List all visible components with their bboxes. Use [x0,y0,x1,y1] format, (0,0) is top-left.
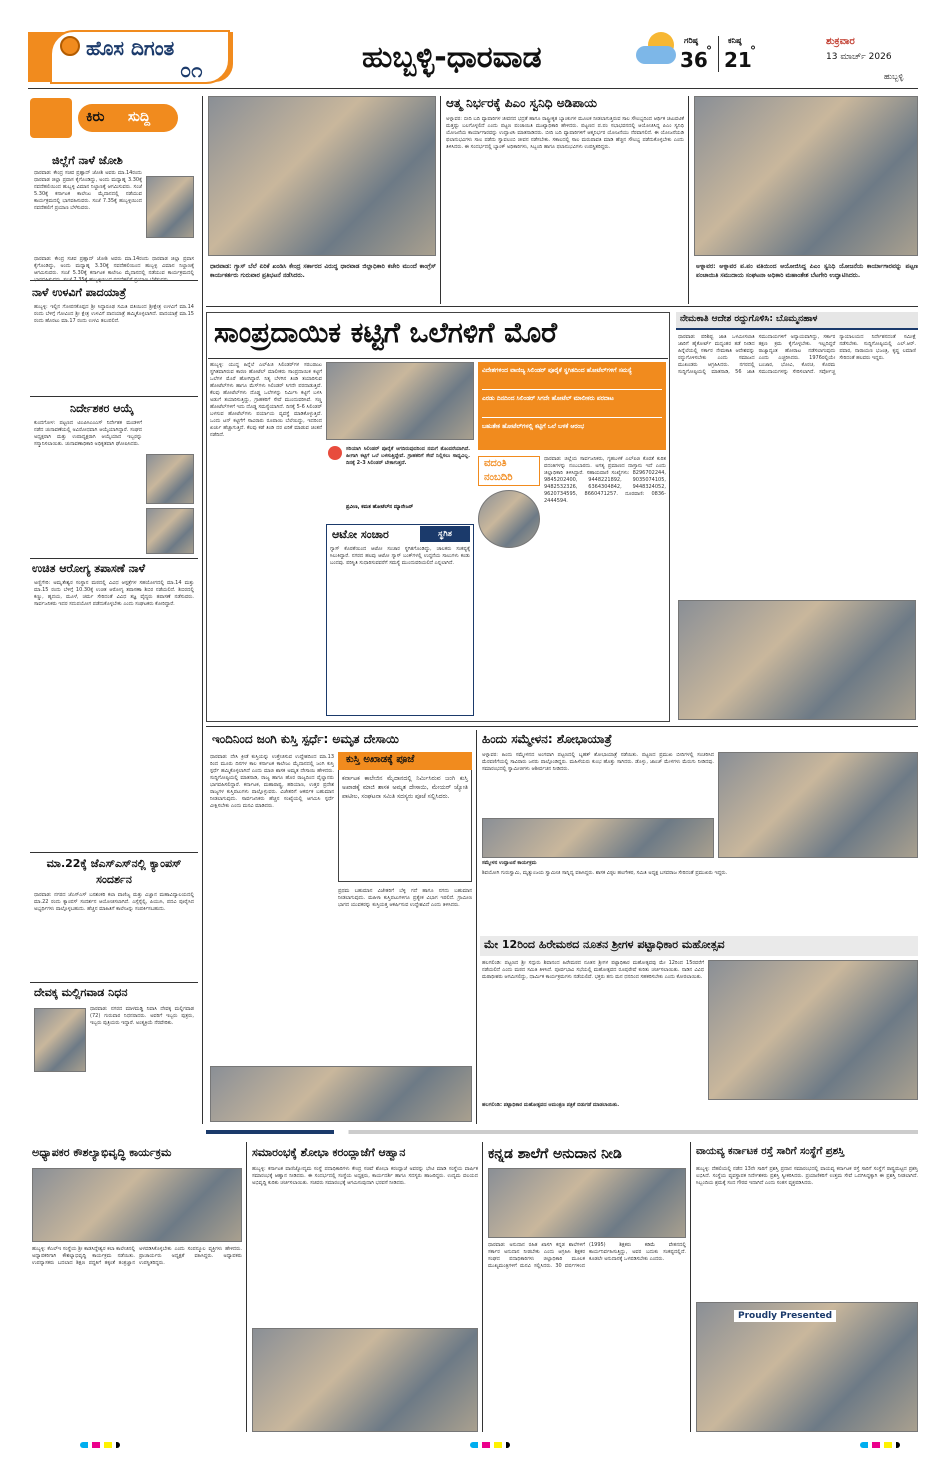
appointment-photo [678,600,916,720]
bottom-1-photo [32,1168,242,1242]
joshi-photo [146,176,194,238]
kiru-header [30,96,198,144]
lead-bullet-1-text: ವಿದೇಶಗಳಿಂದ ವಾಣಿಜ್ಯ ಸಿಲಿಂಡರ್ ಪೂರೈಕೆ ಸ್ಥಗಿತದಿಂದ ಹೋಟೆಲ್‌ಗಳಿಗೆ ಸಮಸ್ಯೆ [482,367,632,374]
left-rule-5 [30,982,198,983]
reg-dot-right [860,1442,900,1448]
lead-headline: ಸಾಂಪ್ರದಾಯಿಕ ಕಟ್ಟಿಗೆ ಒಲೆಗಳಿಗೆ ಮೊರೆ [214,316,558,349]
left-story-3-head: ನಿರ್ದೇಶಕರ ಆಯ್ಕೆ [70,402,134,415]
left-story-5-body: ಧಾರವಾಡ: ನಗರದ ಜೆಎಸ್‌ಎಸ್ ಬನಶಂಕರಿ ಕಲಾ ವಾಣಿಜ್ಯ ಮತ್ತು ವಿಜ್ಞಾನ ಮಹಾವಿದ್ಯಾಲಯದಲ್ಲಿ ಮಾ.22 ರಂದು ಕ್ಯಾಂಪಸ್ ಸಂದರ್ಶನ ಆಯೋಜಿಸಲಾಗಿದೆ. ಎಸ್ಸೆಸ್ಸೆಲ್ಸಿ, ಪಿಯುಸಿ, ಪದವಿ ಪೂರೈಸಿದ ಅಭ್ಯರ್ಥಿಗಳು ಪಾಲ್ಗೊಳ್ಳಬಹುದು. ಹೆಚ್ಚಿನ ಮಾಹಿತಿಗೆ ಕಾಲೇಜನ್ನು ಸಂಪರ್ಕಿಸಬಹುದು. [34,892,194,912]
pattadhikara-body: ಹಲಗಲಿಂಡಿ: ಪಟ್ಟಣದ ಶ್ರೀ ಸದ್ಗುರು ಶಿವಾನಂದ ಹಿರೇಮಠದ ನೂತನ ಶ್ರೀಗಳ ಪಟ್ಟಾಧಿಕಾರ ಮಹೋತ್ಸವವು ಮೇ 12ರಿಂದ 15ರವರೆಗೆ ನಡೆಯಲಿದೆ ಎಂದು ಮಠದ ಸಮಿತಿ ತಿಳಿಸಿದೆ. ಪೂರ್ವಭಾವಿ ಸಭೆಯಲ್ಲಿ ಮಹೋತ್ಸವದ ರೂಪುರೇಷೆ ಕುರಿತು ಚರ್ಚಿಸಲಾಯಿತು. ನಾಡಿನ ವಿವಿಧ ಮಠಾಧೀಶರು ಆಗಮಿಸಲಿದ್ದು, ಧಾರ್ಮಿಕ ಕಾರ್ಯಕ್ರಮಗಳು ನಡೆಯಲಿವೆ. ಭಕ್ತರು ತನು ಮನ ಧನದಿಂದ ಸಹಕರಿಸಬೇಕು ಎಂದು ಕೋರಲಾಯಿತು. [482,960,704,980]
left-story-3-body: ಕುಂದಗೋಳ: ಪಟ್ಟಣದ ಟಿಎಪಿಸಿಎಂಎಸ್ ನಿರ್ದೇಶಕ ಮಂಡಳಿಗೆ ನಡೆದ ಚುನಾವಣೆಯಲ್ಲಿ ಅವಿರೋಧವಾಗಿ ಆಯ್ಕೆಯಾಗಿದ್ದಾರೆ. ಸಂಘದ ಅಧ್ಯಕ್ಷರಾಗಿ ಮತ್ತು ಉಪಾಧ್ಯಕ್ಷರಾಗಿ ಆಯ್ಕೆಯಾದ ಇಬ್ಬರನ್ನು ಸನ್ಮಾನಿಸಲಾಯಿತು. ಚುನಾವಣಾಧಿಕಾರಿ ಅಧಿಕೃತವಾಗಿ ಘೋಷಿಸಿದರು. [34,420,142,447]
lead-bullet-2-text: ಎರಡು ದಿನದಿಂದ ಸಿಲಿಂಡರ್ ಸಿಗದೇ ಹೋಟೆಲ್ ಮಾಲೀಕರು ಪರದಾಟ [482,395,614,402]
bottom-4-head: ವಾಯವ್ಯ ಕರ್ನಾಟಕ ರಸ್ತೆ ಸಾರಿಗೆ ಸಂಸ್ಥೆಗೆ ಪ್ರಶಸ್ತಿ [696,1146,845,1157]
left-story-2-body: ಹುಬ್ಬಳ್ಳಿ: ಇಲ್ಲಿನ ಗೋಪನಕೊಪ್ಪದ ಶ್ರೀ ಸಿದ್ಧಾರೂಢ ಸಮಿತಿ ವತಿಯಿಂದ ಶ್ರೀಕ್ಷೇತ್ರ ಉಳವಿಗೆ ಮಾ.14 ರಂದು ಬೆಳಿಗ್ಗೆ ಗೋವಿಂದ ಶ್ರೀ ಕ್ಷೇತ್ರ ಉಳವಿಗೆ ಪಾದಯಾತ್ರೆ ಹಮ್ಮಿಕೊಳ್ಳಲಾಗಿದೆ. ಪಾದಯಾತ್ರೆ ಮಾ.15 ರಂದು ಹೊರಟು ಮಾ.17 ರಂದು ಉಳವಿ ತಲುಪಲಿದೆ. [34,304,194,324]
bottom-2-photo [252,1328,478,1432]
side-heading-b: ನಂಬದಿರಿ [484,472,513,483]
bottom-divider-3 [690,1142,691,1432]
side-heading-a: ವದಂತಿ [484,458,507,469]
bottom-3-head: ಕನ್ನಡ ಶಾಲೆಗೆ ಅನುದಾನ ನೀಡಿ [488,1146,622,1162]
bottom-1-head: ಅಧ್ಯಾಪಕರ ಕೌಶಲ್ಯಾಭಿವೃದ್ಧಿ ಕಾರ್ಯಕ್ರಮ [32,1146,172,1159]
auto-tag [420,526,470,542]
bottom-3-photo [488,1168,686,1238]
hindu-ceremony-photo [718,752,918,858]
quote-mark-icon [328,446,342,460]
left-column-divider [202,96,203,1124]
hindu-caption: ಸಮ್ಮೇಳನ ಉದ್ಘಾಟನೆ ಕಾರ್ಯಕ್ರಮ [482,860,537,866]
lead-body: ಹುಬ್ಬಳ್ಳಿ: ಯುದ್ಧ ಹಿನ್ನೆಲೆ ಎಲ್‌ಪಿಜಿ ಸಿಲಿಂಡರ್‌ಗಳ ಸರಬರಾಜು ಸ್ಥಗಿತವಾಗಿರುವ ಕಾರಣ ಹೋಟೆಲ್ ಮಾಲೀಕರು ಸಾಂಪ್ರದಾಯಿಕ ಕಟ್ಟಿಗೆ ಒಲೆಗಳ ಮೊರೆ ಹೋಗಿದ್ದಾರೆ. ನಿತ್ಯ ಬೆಳಗಿನ ತಿಂಡಿ ತಯಾರಿಸುವ ಹೋಟೆಲ್‌ಗಳು ಹಾಗೂ ಮೆಸ್‌ಗಳು ಸಿಲಿಂಡರ್ ಸಿಗದೇ ಪರದಾಡುತ್ತಿವೆ. ಕೆಲವು ಹೋಟೆಲ್‌ಗಳು ದೊಡ್ಡ ಒಲೆಗಳನ್ನು ನಿರ್ಮಿಸಿ ಕಟ್ಟಿಗೆ ಬಳಸಿ ಅಡುಗೆ ತಯಾರಿಸುತ್ತಿದ್ದು, ಗ್ರಾಹಕರಿಗೆ ಸೇವೆ ಮುಂದುವರಿಸಿವೆ. ಸಣ್ಣ ಹೋಟೆಲ್‌ಗಳಿಗೆ ಇದು ದೊಡ್ಡ ಸಮಸ್ಯೆಯಾಗಿದೆ. ದಿನಕ್ಕೆ 5-6 ಸಿಲಿಂಡರ್ ಬಳಸುವ ಹೋಟೆಲ್‌ಗಳು ಪರ್ಯಾಯ ವ್ಯವಸ್ಥೆ ಮಾಡಿಕೊಳ್ಳುತ್ತಿವೆ. ಒಂದು ಟನ್ ಕಟ್ಟಿಗೆಗೆ ಸಾವಿರಾರು ರೂಪಾಯಿ ಬೆಲೆಯಿದ್ದು, ಇದರಿಂದ ಖರ್ಚು ಹೆಚ್ಚಾಗುತ್ತಿದೆ. ಕೆಲವು ಕಡೆ ತಿಂಡಿ ದರ ಏರಿಕೆ ಮಾಡುವ ಚಿಂತನೆ ನಡೆದಿದೆ. [210,362,322,438]
left-story-1-head: ಜಿಲ್ಲೆಗೆ ನಾಳೆ ಜೋಶಿ [52,154,123,167]
quote-body: ಸರಿಯಾಗಿ ಸಿಲಿಂಡರ್ ಪೂರೈಕೆ ಆಗದಿರುವುದರಿಂದ ನಮಗೆ ತೊಂದರೆಯಾಗಿದೆ. ಹೀಗಾಗಿ ಕಟ್ಟಿಗೆ ಒಲೆ ಬಳಸುತ್ತಿದ್ದೇವೆ. ಗ್ರಾಹಕರಿಗೆ ಸೇವೆ ನಿಲ್ಲಿಸಲು ಸಾಧ್ಯವಿಲ್ಲ. ದಿನಕ್ಕೆ 2-3 ಸಿಲಿಂಡರ್ ಬೇಕಾಗುತ್ತದೆ. [346,446,470,466]
mid-divider [476,730,477,1124]
side-official-photo [478,490,540,548]
section-divider-strip [206,1130,918,1134]
left-rule-1 [30,280,198,281]
hand-icon [30,98,72,138]
temp-min-label: ಕನಿಷ್ಠ [728,36,742,45]
left-rule-4 [30,852,198,853]
left-rule-3 [30,558,198,559]
pattadhikara-head: ಮೇ 12ರಿಂದ ಹಿರೇಮಠದ ನೂತನ ಶ್ರೀಗಳ ಪಟ್ಟಾಧಿಕಾರ ಮಹೋತ್ಸವ [484,938,725,951]
city-title: ಹುಬ್ಬಳ್ಳಿ-ಧಾರವಾಡ [362,40,542,75]
svanidhi-body: ಅಳ್ನಾವರ: ಬೀದಿ ಬದಿ ವ್ಯಾಪಾರಿಗಳ ಜೀವನದ ಭದ್ರತೆ ಹಾಗೂ ರಾಷ್ಟ್ರೀಕೃತ ಬ್ಯಾಂಕುಗಳ ಮೂಲಕ ನೀಡಲಾಗುತ್ತಿರುವ ಸಾಲ ಸೌಲಭ್ಯದಿಂದ ಆರ್ಥಿಕ ಚಟುವಟಿಕೆ ಮತ್ತಷ್ಟು ಬಲಗೊಳ್ಳಲಿದೆ ಎಂದು ಪಟ್ಟಣ ಪಂಚಾಯಿತಿ ಮುಖ್ಯಾಧಿಕಾರಿ ಹೇಳಿದರು. ಪಟ್ಟಣದ ಪ.ಪಂ ಸಭಾಭವನದಲ್ಲಿ ಆಯೋಜಿಸಿದ್ದ ಪಿಎಂ ಸ್ವನಿಧಿ ಯೋಜನೆಯ ಕಾರ್ಯಾಗಾರವನ್ನು ಉದ್ಘಾಟಿಸಿ ಮಾತನಾಡಿದರು. ಬೀದಿ ಬದಿ ವ್ಯಾಪಾರಿಗಳಿಗೆ ಆತ್ಮನಿರ್ಭರ ಯೋಜನೆಯು ನೆರವಾಗಲಿದೆ. ಈ ಯೋಜನೆಯಡಿ ಫಲಾನುಭವಿಗಳು ಸಾಲ ಪಡೆದು ಸ್ವಾವಲಂಬಿ ಜೀವನ ನಡೆಸಬೇಕು. ಸಕಾಲದಲ್ಲಿ ಸಾಲ ಮರುಪಾವತಿ ಮಾಡಿ ಹೆಚ್ಚಿನ ಸೌಲಭ್ಯ ಪಡೆದುಕೊಳ್ಳಬೇಕು ಎಂದು ತಿಳಿಸಿದರು. ಈ ಸಂದರ್ಭದಲ್ಲಿ ಬ್ಯಾಂಕ್ ಅಧಿಕಾರಿಗಳು, ಸಿಬ್ಬಂದಿ ಹಾಗೂ ಫಲಾನುಭವಿಗಳು ಉಪಸ್ಥಿತರಿದ್ದರು. [446,116,684,150]
hindu-body-2: ಶಿವಯೋಗಿ ಗುರುಸ್ವಾಮಿ, ಮೃತ್ಯುಂಜಯ ಸ್ವಾಮೀಜಿ ಸಾನ್ನಿಧ್ಯ ವಹಿಸಿದ್ದರು. ಶಾಸಕ ವಿಠ್ಠಲ ಹಲಗೇಕರ, ಸಮಿತಿ ಅಧ್ಯಕ್ಷ ಬಸವರಾಜ ಸೇರಿದಂತೆ ಪ್ರಮುಖರು ಇದ್ದರು. [482,870,728,876]
director-photo-2 [146,508,194,554]
logo-emblem-icon [60,36,80,56]
reg-dot-center [470,1442,510,1448]
top-row-rule [206,306,918,307]
protest-caption: ಧಾರವಾಡ: ಗ್ಯಾಸ್ ಬೆಲೆ ಏರಿಕೆ ಖಂಡಿಸಿ ಕೇಂದ್ರ ಸರ್ಕಾರದ ವಿರುದ್ಧ ಧಾರವಾಡ ಜಿಲ್ಲಾಧಿಕಾರಿ ಕಚೇರಿ ಮುಂದೆ ಕಾಂಗ್ರೆಸ್ ಕಾರ್ಯಕರ್ತರು ಗುರುವಾರ ಪ್ರತಿಭಟನೆ ನಡೆಸಿದರು. [210,263,436,279]
side-body: ಧಾರವಾಡ: ಜಿಲ್ಲೆಯ ಸಾರ್ವಜನಿಕರು, ಗೃಹಬಳಕೆ ಎಲ್‌ಪಿಜಿ ಕೊರತೆ ಕುರಿತ ವದಂತಿಗಳನ್ನು ನಂಬಬಾರದು. ಅಗತ್ಯ ಪ್ರಮಾಣದ ದಾಸ್ತಾನು ಇದೆ ಎಂದು ಜಿಲ್ಲಾಧಿಕಾರಿ ತಿಳಿಸಿದ್ದಾರೆ. ಸಹಾಯವಾಣಿ ಸಂಖ್ಯೆಗಳು: 8296702244, 9845202400, 9448221892, 9035074105, 9482532326, 6364304842, 9448324052, 9620734595, 8660471257. ದೂರವಾಣಿ: 0836-2444594. [544,456,666,504]
quote-name: ಪ್ರವೀಣ, ಕಮತ ಹೋಟೆಲ್‌ನ ಮ್ಯಾನೇಜರ್ [346,504,414,510]
left-story-4-body: ಅಣ್ಣಿಗೇರಿ: ಅಮೃತೇಶ್ವರ ಸಂಸ್ಥಾನ ಮಠದಲ್ಲಿ ವಿವಿಧ ಆಸ್ಪತ್ರೆಗಳ ಸಹಯೋಗದಲ್ಲಿ ಮಾ.14 ಮತ್ತು ಮಾ.15 ರಂದು ಬೆಳಿಗ್ಗೆ 10.30ಕ್ಕೆ ಉಚಿತ ಆರೋಗ್ಯ ತಪಾಸಣಾ ಶಿಬಿರ ನಡೆಯಲಿದೆ. ಶಿಬಿರದಲ್ಲಿ ಕಣ್ಣು, ಹೃದಯ, ಮೂಳೆ, ಚರ್ಮ ಸೇರಿದಂತೆ ವಿವಿಧ ತಜ್ಞ ವೈದ್ಯರು ತಪಾಸಣೆ ನಡೆಸುವರು. ಸಾರ್ವಜನಿಕರು ಇದರ ಸದುಪಯೋಗ ಪಡೆದುಕೊಳ್ಳಬೇಕು ಎಂದು ಸಂಘಟಕರು ಕೋರಿದ್ದಾರೆ. [34,580,194,607]
hindu-head: ಹಿಂದು ಸಮ್ಮೇಳನ: ಶೋಭಾಯಾತ್ರೆ [482,732,612,746]
workshop-caption: ಅಳ್ನಾವರ: ಅಳ್ನಾವರ ಪ.ಪಂ ವತಿಯಿಂದ ಆಯೋಜಿಸಿದ್ದ ಪಿಎಂ ಸ್ವನಿಧಿ ಯೋಜನೆಯ ಕಾರ್ಯಾಗಾರವನ್ನು ಪಟ್ಟಣ ಪಂಚಾಯಿತಿ ಸಮುದಾಯ ಸಂಘಟನಾ ಅಧಿಕಾರಿ ಮಹಾಂತೇಶ ಬೆಟಗೇರಿ ಉದ್ಘಾಟಿಸಿದರು. [696,263,918,279]
temp-min-deg: ° [750,44,756,58]
masthead [0,0,945,92]
firewood-stove-photo [326,362,474,440]
kusti-story-body-2: ಪ್ರಥಮ ಬಹುಮಾನ ವಿಜೇತರಿಗೆ ಬೆಳ್ಳಿ ಗದೆ ಹಾಗೂ ನಗದು ಬಹುಮಾನ ನೀಡಲಾಗುವುದು. ಮಹಿಳಾ ಕುಸ್ತಿಪಟುಗಳಿಗೂ ಪ್ರತ್ಯೇಕ ವಿಭಾಗ ಇರಲಿದೆ. ಗ್ರಾಮೀಣ ಭಾಗದ ಯುವಕರನ್ನು ಕುಸ್ತಿಯತ್ತ ಆಕರ್ಷಿಸುವ ಉದ್ದೇಶವಿದೆ ಎಂದು ತಿಳಿಸಿದರು. [338,888,472,908]
left-story-6-body: ಧಾರವಾಡ: ನಗರದ ಮಾಳಮಡ್ಡಿ ನಿವಾಸಿ ದೇವಕ್ಕ ಮಲ್ಲಿಗವಾಡ (72) ಗುರುವಾರ ನಿಧನರಾದರು. ಅವರಿಗೆ ಇಬ್ಬರು ಪುತ್ರರು, ಇಬ್ಬರು ಪುತ್ರಿಯರು ಇದ್ದಾರೆ. ಅಂತ್ಯಕ್ರಿಯೆ ನೆರವೇರಿತು. [90,1006,194,1026]
protest-photo [208,96,436,256]
auto-title: ಆಟೋ ಸಂಚಾರ [332,528,389,541]
auto-body: ಗ್ಯಾಸ್ ಕೊರತೆಯಿಂದ ಆಟೋ ಸಂಚಾರ ಸ್ಥಗಿತಗೊಂಡಿದ್ದು, ಚಾಲಕರು ಸಂಕಷ್ಟಕ್ಕೆ ಸಿಲುಕಿದ್ದಾರೆ. ನಗರದ ಹಲವು ಆಟೋ ಗ್ಯಾಸ್ ಬಂಕ್‌ಗಳಲ್ಲಿ ಉದ್ದನೆಯ ಸಾಲುಗಳು ಕಂಡು ಬಂದವು. ಪರಿಸ್ಥಿತಿ ಸುಧಾರಿಸುವವರೆಗೆ ಸಮಸ್ಯೆ ಮುಂದುವರಿಯಲಿದೆ ಎನ್ನಲಾಗಿದೆ. [330,546,470,566]
obituary-photo [34,1008,86,1072]
lead-bullet-1 [482,366,662,390]
left-story-1-body-cont: ಧಾರವಾಡ: ಕೇಂದ್ರ ಸಚಿವ ಪ್ರಹ್ಲಾದ್ ಜೋಶಿ ಅವರು ಮಾ.14ರಂದು ಧಾರವಾಡ ಜಿಲ್ಲಾ ಪ್ರವಾಸ ಕೈಗೊಂಡಿದ್ದು, ಅಂದು ಮಧ್ಯಾಹ್ನ 3.30ಕ್ಕೆ ನವದೆಹಲಿಯಿಂದ ಹುಬ್ಬಳ್ಳಿ ವಿಮಾನ ನಿಲ್ದಾಣಕ್ಕೆ ಆಗಮಿಸುವರು. ಸಂಜೆ 5.30ಕ್ಕೆ ಕರ್ನಾಟಕ ಕಾಲೇಜು ಮೈದಾನದಲ್ಲಿ ನಡೆಯುವ ಕಾರ್ಯಕ್ರಮದಲ್ಲಿ [34,256,194,276]
reg-dot-left [80,1442,120,1448]
temp-min: 21 [724,48,752,72]
appointment-body: ಧಾರವಾಡ: ಪರಿಶಿಷ್ಟ ಜಾತಿ ಒಳಮೀಸಲಾತಿ ಜಾರಿಗೆ ಹೈಕೋರ್ಟ್ ಮಧ್ಯಂತರ ತಡೆ ನೀಡಿದ ಹಿನ್ನೆಲೆಯಲ್ಲಿ ಸರ್ಕಾರ ನೇಮಕಾತಿ ಆದೇಶವನ್ನು ರದ್ದುಗೊಳಿಸಬೇಕು ಎಂದು ಸಮಾಜದ ಮುಖಂಡರು ಆಗ್ರಹಿಸಿದರು. ನಗರದಲ್ಲಿ ಸುದ್ದಿಗೋಷ್ಠಿಯಲ್ಲಿ ಮಾತನಾಡಿ, 56 ಜಾತಿ ಸಮುದಾಯಗಳಿಗೆ ಅನ್ಯಾಯವಾಗಿದ್ದು, ಸರ್ಕಾರ ತಕ್ಷಣ ಕ್ರಮ ಕೈಗೊಳ್ಳಬೇಕು. ಇಲ್ಲದಿದ್ದರೆ ರಾಜ್ಯಾದ್ಯಂತ ಹೋರಾಟ ನಡೆಸಲಾಗುವುದು ಎಂದು ಎಚ್ಚರಿಸಿದರು. 1976ರಲ್ಲಿಯೇ ಬಂಜಾರ, ಭೋವಿ, ಕೊರಚ, ಕೊರಮ ಸಮುದಾಯಗಳನ್ನು ಸೇರಿಸಲಾಗಿದೆ. ಸರ್ವೋಚ್ಚ ನ್ಯಾಯಾಲಯದ ನಿರ್ದೇಶನದಂತೆ ಸಮೀಕ್ಷೆ ನಡೆಸಬೇಕು. ಸುದ್ದಿಗೋಷ್ಠಿಯಲ್ಲಿ ಎಲ್.ಆರ್. ಪವಾರ, ನಾರಾಯಣ ಭಜಂತ್ರಿ, ಕೃಷ್ಣ ಲಮಾಣಿ ಸೇರಿದಂತೆ ಹಲವರು ಇದ್ದರು. [678,334,916,375]
left-story-1-body: ಧಾರವಾಡ: ಕೇಂದ್ರ ಸಚಿವ ಪ್ರಹ್ಲಾದ್ ಜೋಶಿ ಅವರು ಮಾ.14ರಂದು ಧಾರವಾಡ ಜಿಲ್ಲಾ ಪ್ರವಾಸ ಕೈಗೊಂಡಿದ್ದು, ಅಂದು ಮಧ್ಯಾಹ್ನ 3.30ಕ್ಕೆ ನವದೆಹಲಿಯಿಂದ ಹುಬ್ಬಳ್ಳಿ ವಿಮಾನ ನಿಲ್ದಾಣಕ್ಕೆ ಆಗಮಿಸುವರು. ಸಂಜೆ 5.30ಕ್ಕೆ ಕರ್ನಾಟಕ ಕಾಲೇಜು ಮೈದಾನದಲ್ಲಿ ನಡೆಯುವ ಕಾರ್ಯಕ್ರಮದಲ್ಲಿ ಭಾಗವಹಿಸುವರು. ಸಂಜೆ 7.35ಕ್ಕೆ ಹುಬ್ಬಳ್ಳಿಯಿಂದ ನವದೆಹಲಿಗೆ ಪ್ರಯಾಣ ಬೆಳೆಸುವರು. [34,170,142,211]
lead-bullet-3 [482,422,662,446]
date-label: 13 ಮಾರ್ಚ್ 2026 [826,52,892,62]
bottom-3-body: ಧಾರವಾಡ: ಅನುದಾನ ರಹಿತ ಖಾಸಗಿ ಕನ್ನಡ ಶಾಲೆಗಳಿಗೆ ಸರ್ಕಾರ ಅನುದಾನ ನೀಡಬೇಕು ಎಂದು ಆಗ್ರಹಿಸಿ ಶಿಕ್ಷಕರ ಸಂಘದ ಪದಾಧಿಕಾರಿಗಳು ಜಿಲ್ಲಾಧಿಕಾರಿ ಮೂಲಕ ಮುಖ್ಯಮಂತ್ರಿಗಳಿಗೆ ಮನವಿ ಸಲ್ಲಿಸಿದರು. 30 ವರ್ಷಗಳಿಂದ (1995) ಶಿಕ್ಷಕರು ಕಡಿಮೆ ವೇತನದಲ್ಲಿ ಕಾರ್ಯನಿರ್ವಹಿಸುತ್ತಿದ್ದು, ಅವರ ಬದುಕು ಸಂಕಷ್ಟದಲ್ಲಿದೆ. ಕೂಡಲೇ ಅನುದಾನಕ್ಕೆ ಒಳಪಡಿಸಬೇಕು ಎಂದರು. [488,1242,686,1269]
left-story-5-head: ಮಾ.22ಕ್ಕೆ ಜೆಎಸ್‌ಎಸ್‌ನಲ್ಲಿ ಕ್ಯಾಂಪಸ್ ಸಂದರ್ಶನ [46,857,182,886]
left-story-2-head: ನಾಳೆ ಉಳವಿಗೆ ಪಾದಯಾತ್ರೆ [32,286,127,299]
temp-max-deg: ° [706,44,712,58]
director-photo-1 [146,454,194,504]
left-story-4-head: ಉಚಿತ ಆರೋಗ್ಯ ತಪಾಸಣೆ ನಾಳೆ [32,562,146,575]
hindu-dignitaries-photo [482,818,714,858]
temp-max: 36 [680,48,708,72]
left-rule-2 [30,396,198,397]
mid-row-rule [206,726,918,727]
bottom-1-body: ಹುಬ್ಬಳ್ಳಿ: ಕೆಎಲ್‌ಇ ಸಂಸ್ಥೆಯ ಶ್ರೀ ಕಾಡಸಿದ್ಧೇಶ್ವರ ಕಲಾ ಕಾಲೇಜಿನಲ್ಲಿ ಅಧ್ಯಾಪಕರಿಗಾಗಿ ಕೌಶಲ್ಯಾಭಿವೃದ್ಧಿ ಕಾರ್ಯಕ್ರಮ ನಡೆಯಿತು. ಉಪನ್ಯಾಸಕರು ಬದಲಾದ ಶಿಕ್ಷಣ ಪದ್ಧತಿಗೆ ತಕ್ಕಂತೆ ತಂತ್ರಜ್ಞಾನ ಅಳವಡಿಸಿಕೊಳ್ಳಬೇಕು ಎಂದು ಸಂಪನ್ಮೂಲ ವ್ಯಕ್ತಿಗಳು ಹೇಳಿದರು. ಪ್ರಾಚಾರ್ಯರು ಅಧ್ಯಕ್ಷತೆ ವಹಿಸಿದ್ದರು. ಅಧ್ಯಾಪಕರು ಉಪಸ್ಥಿತರಿದ್ದರು. [32,1246,242,1266]
auto-tag-text: ಸ್ಥಗಿತ [438,529,452,538]
bottom-divider-2 [482,1142,483,1432]
lead-head-rule [208,358,668,359]
temp-max-label: ಗರಿಷ್ಠ [684,36,698,45]
page-number: ೦೧ [180,58,203,82]
bottom-divider-1 [246,1142,247,1432]
hindu-body: ಅಳ್ನಾವರ: ಹಿಂದು ಸಮ್ಮೇಳನದ ಅಂಗವಾಗಿ ಪಟ್ಟಣದಲ್ಲಿ ಬೃಹತ್ ಶೋಭಾಯಾತ್ರೆ ನಡೆಯಿತು. ಪಟ್ಟಣದ ಪ್ರಮುಖ ಬೀದಿಗಳಲ್ಲಿ ಸಂಚರಿಸಿದ ಮೆರವಣಿಗೆಯಲ್ಲಿ ಸಾವಿರಾರು ಜನರು ಪಾಲ್ಗೊಂಡಿದ್ದರು. ಮಹಿಳೆಯರು ಕುಂಭ ಹೊತ್ತು ಸಾಗಿದರು. ಡೊಳ್ಳು, ಜಾಂಜ್ ಮೇಳಗಳು ಮೆರುಗು ನೀಡಿದವು. ಸಮಾರಂಭದಲ್ಲಿ ಸ್ವಾಮೀಜಿಗಳು ಆಶೀರ್ವಚನ ನೀಡಿದರು. [482,752,714,772]
svanidhi-head: ಆತ್ಮ ನಿರ್ಭರಕ್ಕೆ ಪಿಎಂ ಸ್ವನಿಧಿ ಅಡಿಪಾಯ [446,96,597,110]
bottom-2-head: ಸಮಾರಂಭಕ್ಕೆ ಶೋಭಾ ಕರಂದ್ಲಾಜೆಗೆ ಆಹ್ವಾನ [252,1146,406,1159]
kusti-box-body: ಕರ್ನಾಟಕ ಕಾಲೇಜಿನ ಮೈದಾನದಲ್ಲಿ ನಿರ್ಮಿಸಿರುವ ಜಂಗಿ ಕುಸ್ತಿ ಅಖಾಡಕ್ಕೆ ಮಾಜಿ ಶಾಸಕ ಅಮೃತ ದೇಸಾಯಿ, ಮೇಯರ್ ಜ್ಯೋತಿ ಪಾಟೀಲ, ಸಂಘಟನಾ ಸಮಿತಿ ಸದಸ್ಯರು ಪೂಜೆ ಸಲ್ಲಿಸಿದರು. [342,775,468,800]
temp-divider [718,36,719,72]
edition-label: ಹುಬ್ಬಳ್ಳಿ [884,72,904,81]
kusti-story-body: ಧಾರವಾಡ: ದೇಸಿ ಕ್ರೀಡೆ ಕುಸ್ತಿಯನ್ನು ಉತ್ತೇಜಿಸುವ ಉದ್ದೇಶದಿಂದ ಮಾ.13 ರಿಂದ ಮೂರು ದಿನಗಳ ಕಾಲ ಕರ್ನಾಟಕ ಕಾಲೇಜು ಮೈದಾನದಲ್ಲಿ ಜಂಗಿ ಕುಸ್ತಿ ಸ್ಪರ್ಧೆ ಹಮ್ಮಿಕೊಳ್ಳಲಾಗಿದೆ ಎಂದು ಮಾಜಿ ಶಾಸಕ ಅಮೃತ ದೇಸಾಯಿ ಹೇಳಿದರು. ಸುದ್ದಿಗೋಷ್ಠಿಯಲ್ಲಿ ಮಾತನಾಡಿ, ರಾಜ್ಯ ಹಾಗೂ ಹೊರ ರಾಜ್ಯದಿಂದ ಪೈಲ್ವಾನರು ಭಾಗವಹಿಸಲಿದ್ದಾರೆ. ಕರ್ನಾಟಕ, ಮಹಾರಾಷ್ಟ್ರ, ಹರಿಯಾಣ, ಉತ್ತರ ಪ್ರದೇಶ ರಾಜ್ಯಗಳ ಕುಸ್ತಿಪಟುಗಳು ಪಾಲ್ಗೊಳ್ಳುವರು. ವಿಜೇತರಿಗೆ ಆಕರ್ಷಕ ಬಹುಮಾನ ನೀಡಲಾಗುವುದು. ಸಾರ್ವಜನಿಕರು ಹೆಚ್ಚಿನ ಸಂಖ್ಯೆಯಲ್ಲಿ ಆಗಮಿಸಿ ಸ್ಪರ್ಧೆ ವೀಕ್ಷಿಸಬೇಕು ಎಂದು ಮನವಿ ಮಾಡಿದರು. [210,754,334,809]
appointment-head: ನೇಮಕಾತಿ ಆದೇಶ ರದ್ದುಗೊಳಿಸಿ: ಬೊಮ್ಮನಹಾಳ [680,314,818,324]
left-story-6-head: ದೇವಕ್ಕ ಮಲ್ಲಿಗವಾಡ ನಿಧನ [34,986,128,999]
kiru-title-a: ಕಿರು [86,109,105,125]
bottom-4-body: ಹುಬ್ಬಳ್ಳಿ: ದೆಹಲಿಯಲ್ಲಿ ನಡೆದ 13ನೇ ಸಾರಿಗೆ ಪ್ರಶಸ್ತಿ ಪ್ರದಾನ ಸಮಾರಂಭದಲ್ಲಿ ವಾಯವ್ಯ ಕರ್ನಾಟಕ ರಸ್ತೆ ಸಾರಿಗೆ ಸಂಸ್ಥೆಗೆ ರಾಷ್ಟ್ರಮಟ್ಟದ ಪ್ರಶಸ್ತಿ ಲಭಿಸಿದೆ. ಸಂಸ್ಥೆಯ ವ್ಯವಸ್ಥಾಪಕ ನಿರ್ದೇಶಕರು ಪ್ರಶಸ್ತಿ ಸ್ವೀಕರಿಸಿದರು. ಪ್ರಯಾಣಿಕರಿಗೆ ಉತ್ತಮ ಸೇವೆ ಒದಗಿಸಿದ್ದಕ್ಕಾಗಿ ಈ ಪ್ರಶಸ್ತಿ ನೀಡಲಾಗಿದೆ. ಸಿಬ್ಬಂದಿಯ ಶ್ರಮಕ್ಕೆ ಸಂದ ಗೌರವ ಇದಾಗಿದೆ ಎಂದು ಸಂತಸ ವ್ಯಕ್ತಪಡಿಸಿದರು. [696,1166,918,1186]
lead-bullet-2 [482,394,662,418]
logo-text: ಹೊಸ ದಿಗಂತ [86,36,175,60]
top-divider-1 [440,96,441,304]
bottom-2-body: ಹುಬ್ಬಳ್ಳಿ: ಕರ್ನಾಟಕ ವಾಣಿಜ್ಯೋದ್ಯಮ ಸಂಸ್ಥೆ ಪದಾಧಿಕಾರಿಗಳು ಕೇಂದ್ರ ಸಚಿವೆ ಶೋಭಾ ಕರಂದ್ಲಾಜೆ ಅವರನ್ನು ಭೇಟಿ ಮಾಡಿ ಸಂಸ್ಥೆಯ ವಾರ್ಷಿಕ ಸಮಾರಂಭಕ್ಕೆ ಆಹ್ವಾನ ನೀಡಿದರು. ಈ ಸಂದರ್ಭದಲ್ಲಿ ಸಂಸ್ಥೆಯ ಅಧ್ಯಕ್ಷರು, ಕಾರ್ಯದರ್ಶಿ ಹಾಗೂ ಸದಸ್ಯರು ಹಾಜರಿದ್ದರು. ಉದ್ಯಮ ವಲಯದ ಅಭಿವೃದ್ಧಿ ಕುರಿತು ಚರ್ಚಿಸಲಾಯಿತು. ಸಚಿವರು ಸಮಾರಂಭಕ್ಕೆ ಆಗಮಿಸುವುದಾಗಿ ಭರವಸೆ ನೀಡಿದರು. [252,1166,478,1186]
pattadhikara-photo [708,960,918,1100]
workshop-photo [694,96,918,256]
lead-bullet-3-text: ಬಹುತೇಕ ಹೋಟೆಲ್‌ಗಳಲ್ಲಿ ಕಟ್ಟಿಗೆ ಒಲೆ ಬಳಕೆ ಆರಂಭ [482,423,585,430]
pattadhikara-caption: ಹಲಗಲಿಂಡಿ: ಪಟ್ಟಾಧಿಕಾರ ಮಹೋತ್ಸವದ ಆಮಂತ್ರಣ ಪತ್ರಿಕೆ ಬಿಡುಗಡೆ ಮಾಡಲಾಯಿತು. [482,1102,620,1108]
kiru-title-b: ಸುದ್ದಿ [128,109,151,125]
masthead-rule [28,88,918,89]
day-label: ಶುಕ್ರವಾರ [826,36,855,47]
registration-marks [80,1442,900,1452]
kusti-press-photo [210,1066,472,1122]
top-divider-2 [688,96,689,304]
bottom-4-banner: Proudly Presented [734,1310,836,1322]
kusti-story-head: ಇಂದಿನಿಂದ ಜಂಗಿ ಕುಸ್ತಿ ಸ್ಪರ್ಧೆ: ಅಮೃತ ದೇಸಾಯಿ [212,732,399,746]
kusti-box-head: ಕುಸ್ತಿ ಅಖಾಡಕ್ಕೆ ಪೂಜೆ [346,754,415,765]
weather-cloud-icon [636,46,676,64]
